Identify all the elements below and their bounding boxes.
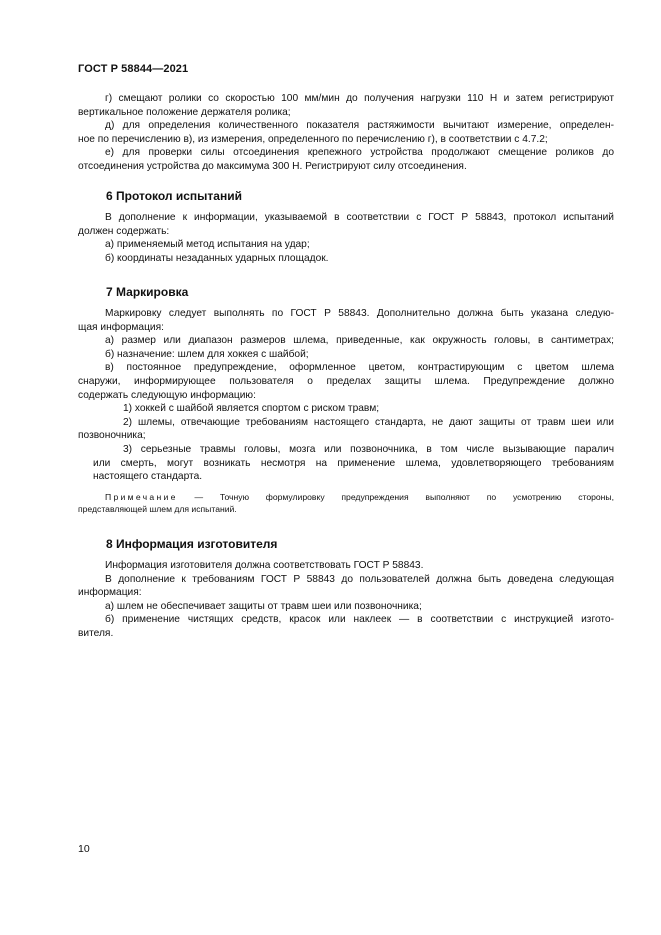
section-8-p2-cont: информация: <box>78 587 142 599</box>
section-8-item-a: а) шлем не обеспечивает защиты от травм шеи или позвоночника; <box>105 600 422 612</box>
document-header: ГОСТ Р 58844—2021 <box>78 63 189 75</box>
list-item-e-cont: отсоединения устройства до максимума 300 Н. Регистрируют силу отсоединения. <box>78 160 467 172</box>
warning-3-wrapper <box>78 443 614 484</box>
list-item-g: г) смещают ролики со скоростью 100 мм/мин до получения нагрузки 110 Н и затем регистрируют <box>105 93 614 104</box>
warning-3: 3) серьезные травмы головы, мозга или позвоночника, в том числе вызывающие паралич <box>123 443 614 455</box>
section-8-heading: 8 Информация изготовителя <box>106 537 278 551</box>
section-8-p2: В дополнение к требованиям ГОСТ Р 58843 до пользователей должна быть доведена следующая <box>105 573 614 585</box>
section-7-intro-cont: щая информация: <box>78 321 164 333</box>
page-number: 10 <box>78 843 90 855</box>
section-7-item-v-cont2: содержать следующую информацию: <box>78 389 256 401</box>
section-6-item-a: а) применяемый метод испытания на удар; <box>105 239 310 251</box>
note-text: — Точную формулировку предупреждения выполняют по усмотрению стороны, <box>177 491 614 502</box>
warning-2: 2) шлемы, отвечающие требованиям настоящего стандарта, не дают защиты от травм шеи или <box>123 416 614 428</box>
section-7-body <box>78 307 614 516</box>
section-7-item-b: б) назначение: шлем для хоккея с шайбой; <box>105 348 309 360</box>
list-item-e: е) для проверки силы отсоединения крепежного устройства продолжают смещение роликов до <box>105 147 614 159</box>
list-item-g-cont: вертикальное положение держателя ролика; <box>78 106 291 118</box>
note <box>78 491 614 504</box>
section-7-heading: 7 Маркировка <box>106 285 189 299</box>
prev-section-items <box>78 92 614 174</box>
section-6-intro-cont: должен содержать: <box>78 225 170 237</box>
section-6-heading: 6 Протокол испытаний <box>106 189 242 203</box>
section-7-item-v: в) постоянное предупреждение, оформленное цветом, контрастирующим с цветом шлема <box>105 362 614 374</box>
list-item-d-cont: ное по перечислению в), из измерения, определенного по перечислению г), в соответствии с 4.7.2; <box>78 133 548 145</box>
warning-3-cont: или смерть, могут возникать несмотря на применение шлема, удовлетворяющего требованиям <box>93 457 614 469</box>
section-7-intro: Маркировку следует выполнять по ГОСТ Р 58843. Дополнительно должна быть указана следую- <box>105 308 614 319</box>
section-8-item-b: б) применение чистящих средств, красок или наклеек — в соответствии с инструкцией изгото- <box>105 614 614 626</box>
section-7-item-a: а) размер или диапазон размеров шлема, приведенные, как окружность головы, в сантиметрах; <box>105 335 614 347</box>
section-8-body <box>78 559 614 641</box>
section-6-item-b: б) координаты незаданных ударных площадок. <box>105 252 329 264</box>
section-7-item-v-cont: снаружи, информирующее пользователя о пределах защиты шлема. Предупреждение должно <box>78 375 614 387</box>
section-6-body <box>78 211 614 265</box>
list-item-d: д) для определения количественного показателя растяжимости вычитают измерение, определен- <box>105 120 614 132</box>
section-6-intro: В дополнение к информации, указываемой в соответствии с ГОСТ Р 58843, протокол испытаний <box>105 212 614 223</box>
section-8-item-b-cont: вителя. <box>78 627 114 639</box>
warning-3-cont2: настоящего стандарта. <box>93 471 203 483</box>
section-8-p1: Информация изготовителя должна соответствовать ГОСТ Р 58843. <box>105 560 424 571</box>
warning-2-cont: позвоночника; <box>78 430 146 442</box>
note-label: Примечание <box>105 491 178 502</box>
warning-1: 1) хоккей с шайбой является спортом с риском травм; <box>123 403 380 415</box>
note-cont: представляющей шлем для испытаний. <box>78 504 237 515</box>
